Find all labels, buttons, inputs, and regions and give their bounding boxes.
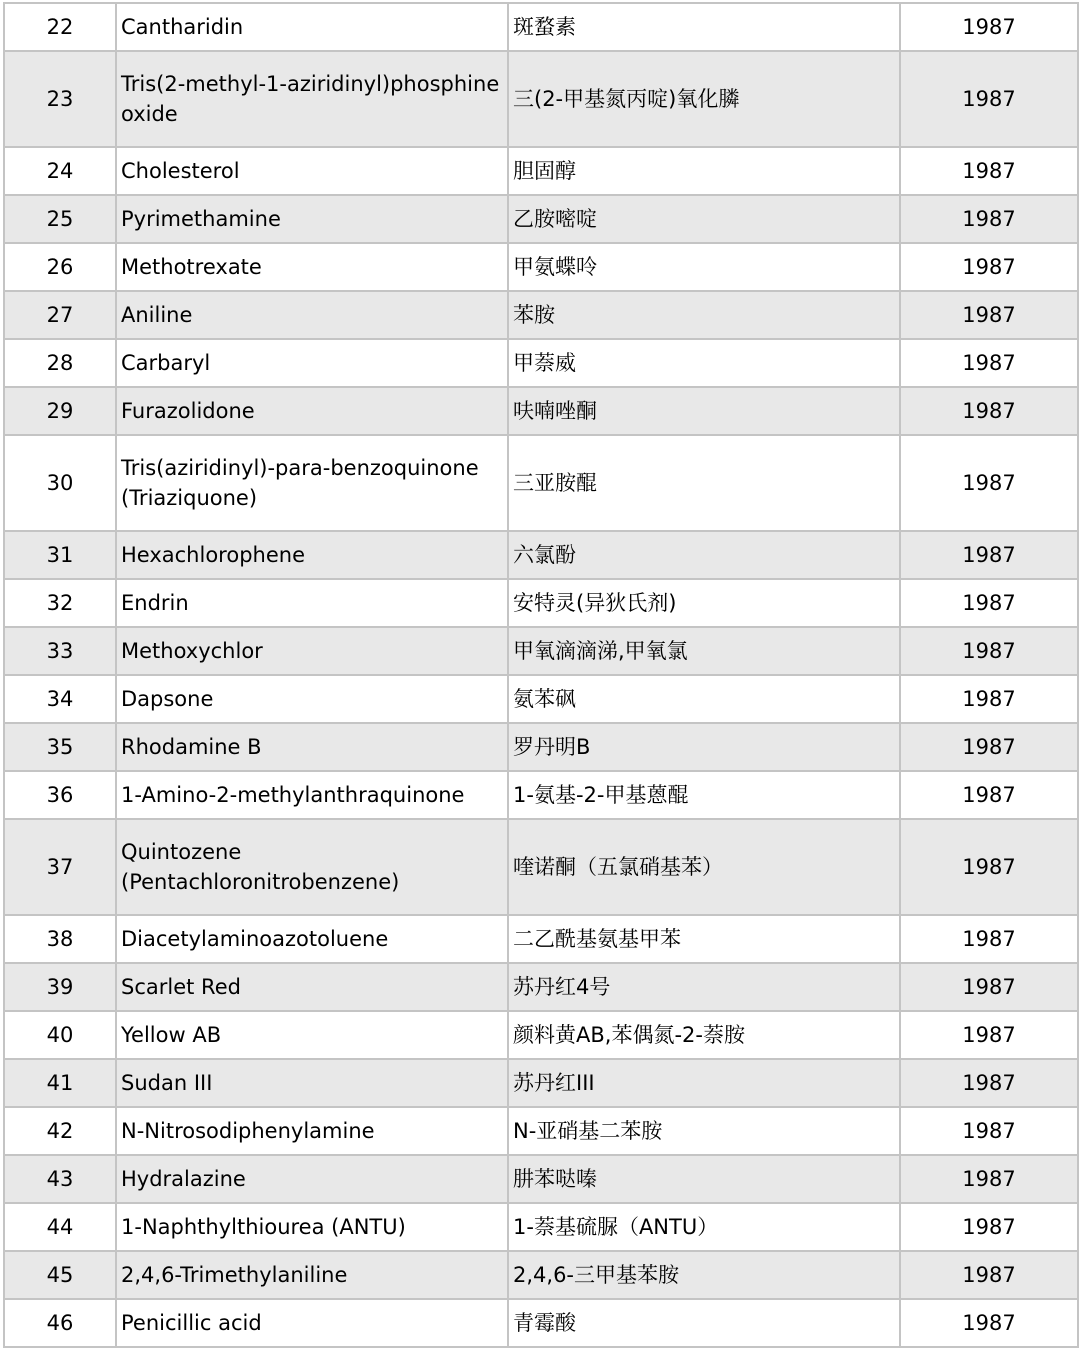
table-body	[4, 3, 1078, 1347]
table-row	[4, 1251, 1078, 1299]
year-cell	[900, 819, 1078, 915]
row-number: 37	[46, 855, 74, 879]
row-number: 39	[46, 975, 74, 999]
chinese-name: 三亚胺醌	[513, 471, 597, 495]
row-number: 44	[46, 1215, 74, 1239]
english-name: Dapsone	[121, 687, 214, 711]
chinese-name-cell	[508, 1011, 900, 1059]
row-number: 35	[46, 735, 74, 759]
table-row	[4, 51, 1078, 147]
row-number-cell	[4, 1011, 116, 1059]
chinese-name: 2,4,6-三甲基苯胺	[513, 1263, 680, 1287]
row-number: 27	[46, 303, 74, 327]
row-number: 31	[46, 543, 74, 567]
year: 1987	[962, 783, 1016, 807]
chinese-name: 1-氨基-2-甲基蒽醌	[513, 783, 689, 807]
chinese-name: 甲氧滴滴涕,甲氧氯	[513, 639, 688, 663]
year-cell	[900, 627, 1078, 675]
english-name: 1-Naphthylthiourea (ANTU)	[121, 1215, 406, 1239]
table-row	[4, 579, 1078, 627]
row-number: 45	[46, 1263, 74, 1287]
chinese-name-cell	[508, 339, 900, 387]
row-number-cell	[4, 51, 116, 147]
year-cell	[900, 963, 1078, 1011]
table-row	[4, 1059, 1078, 1107]
english-name: Endrin	[121, 591, 189, 615]
year-cell	[900, 387, 1078, 435]
row-number: 26	[46, 255, 74, 279]
chinese-name-cell	[508, 723, 900, 771]
row-number-cell	[4, 1059, 116, 1107]
year: 1987	[962, 471, 1016, 495]
english-name-cell	[116, 531, 508, 579]
year-cell	[900, 915, 1078, 963]
year-cell	[900, 147, 1078, 195]
chinese-name: 斑蝥素	[513, 15, 576, 39]
english-name: Aniline	[121, 303, 193, 327]
english-name: Diacetylaminoazotoluene	[121, 927, 389, 951]
row-number-cell	[4, 723, 116, 771]
row-number: 43	[46, 1167, 74, 1191]
english-name: N-Nitrosodiphenylamine	[121, 1119, 375, 1143]
year-cell	[900, 1107, 1078, 1155]
row-number-cell	[4, 771, 116, 819]
chinese-name: 苏丹红III	[513, 1071, 595, 1095]
table-row	[4, 771, 1078, 819]
english-name: Carbaryl	[121, 351, 211, 375]
english-name-cell	[116, 1203, 508, 1251]
chinese-name: 罗丹明B	[513, 735, 591, 759]
chinese-name: 颜料黄AB,苯偶氮-2-萘胺	[513, 1023, 745, 1047]
year-cell	[900, 675, 1078, 723]
chinese-name: 甲萘威	[513, 351, 576, 375]
chinese-name: 胆固醇	[513, 159, 576, 183]
english-name: Tris(aziridinyl)-para-benzoquinone (Triaziquone)	[121, 456, 479, 510]
table-row	[4, 1107, 1078, 1155]
english-name-cell	[116, 291, 508, 339]
english-name: Scarlet Red	[121, 975, 241, 999]
row-number-cell	[4, 819, 116, 915]
year: 1987	[962, 207, 1016, 231]
row-number: 22	[46, 15, 74, 39]
row-number: 30	[46, 471, 74, 495]
table-row	[4, 435, 1078, 531]
row-number-cell	[4, 147, 116, 195]
table-row	[4, 387, 1078, 435]
chinese-name: 氨苯砜	[513, 687, 576, 711]
chinese-name-cell	[508, 3, 900, 51]
english-name: Sudan III	[121, 1071, 213, 1095]
english-name-cell	[116, 1155, 508, 1203]
year: 1987	[962, 543, 1016, 567]
english-name-cell	[116, 339, 508, 387]
english-name: Pyrimethamine	[121, 207, 281, 231]
row-number: 36	[46, 783, 74, 807]
english-name-cell	[116, 147, 508, 195]
chinese-name-cell	[508, 1203, 900, 1251]
table-row	[4, 1203, 1078, 1251]
table-row	[4, 531, 1078, 579]
year: 1987	[962, 351, 1016, 375]
chinese-name: 乙胺嘧啶	[513, 207, 597, 231]
row-number: 34	[46, 687, 74, 711]
chinese-name-cell	[508, 1299, 900, 1347]
row-number: 28	[46, 351, 74, 375]
carcinogen-table	[3, 2, 1079, 1348]
english-name: 2,4,6-Trimethylaniline	[121, 1263, 348, 1287]
chinese-name-cell	[508, 627, 900, 675]
year: 1987	[962, 639, 1016, 663]
row-number-cell	[4, 435, 116, 531]
row-number-cell	[4, 291, 116, 339]
chinese-name-cell	[508, 1107, 900, 1155]
english-name: Methoxychlor	[121, 639, 263, 663]
chinese-name: 六氯酚	[513, 543, 576, 567]
row-number-cell	[4, 963, 116, 1011]
row-number-cell	[4, 243, 116, 291]
row-number-cell	[4, 579, 116, 627]
english-name-cell	[116, 1251, 508, 1299]
year-cell	[900, 531, 1078, 579]
english-name-cell	[116, 771, 508, 819]
chinese-name: 安特灵(异狄氏剂)	[513, 591, 677, 615]
year: 1987	[962, 1263, 1016, 1287]
english-name-cell	[116, 243, 508, 291]
english-name-cell	[116, 1059, 508, 1107]
english-name-cell	[116, 1299, 508, 1347]
english-name: Penicillic acid	[121, 1311, 262, 1335]
year-cell	[900, 243, 1078, 291]
year-cell	[900, 435, 1078, 531]
year: 1987	[962, 159, 1016, 183]
chinese-name: 三(2-甲基氮丙啶)氧化膦	[513, 87, 740, 111]
row-number: 33	[46, 639, 74, 663]
table-row	[4, 819, 1078, 915]
english-name-cell	[116, 723, 508, 771]
english-name-cell	[116, 435, 508, 531]
row-number-cell	[4, 1203, 116, 1251]
year: 1987	[962, 399, 1016, 423]
table-row	[4, 3, 1078, 51]
english-name-cell	[116, 627, 508, 675]
chinese-name-cell	[508, 387, 900, 435]
english-name-cell	[116, 579, 508, 627]
year-cell	[900, 1011, 1078, 1059]
chinese-name: 1-萘基硫脲（ANTU）	[513, 1215, 719, 1239]
english-name-cell	[116, 675, 508, 723]
row-number-cell	[4, 675, 116, 723]
english-name: 1-Amino-2-methylanthraquinone	[121, 783, 465, 807]
year: 1987	[962, 975, 1016, 999]
english-name: Furazolidone	[121, 399, 255, 423]
year-cell	[900, 771, 1078, 819]
english-name-cell	[116, 3, 508, 51]
row-number-cell	[4, 531, 116, 579]
year-cell	[900, 339, 1078, 387]
year: 1987	[962, 855, 1016, 879]
row-number: 41	[46, 1071, 74, 1095]
chinese-name: 呋喃唑酮	[513, 399, 597, 423]
year: 1987	[962, 87, 1016, 111]
english-name-cell	[116, 1011, 508, 1059]
english-name: Cantharidin	[121, 15, 244, 39]
row-number: 32	[46, 591, 74, 615]
chinese-name: 甲氨蝶呤	[513, 255, 597, 279]
chinese-name: 苯胺	[513, 303, 555, 327]
table-row	[4, 675, 1078, 723]
year: 1987	[962, 1119, 1016, 1143]
chinese-name: 青霉酸	[513, 1311, 576, 1335]
chinese-name-cell	[508, 531, 900, 579]
chinese-name-cell	[508, 915, 900, 963]
chinese-name: 苏丹红4号	[513, 975, 611, 999]
year: 1987	[962, 591, 1016, 615]
year: 1987	[962, 255, 1016, 279]
english-name: Methotrexate	[121, 255, 262, 279]
year-cell	[900, 3, 1078, 51]
chinese-name: 二乙酰基氨基甲苯	[513, 927, 681, 951]
chinese-name-cell	[508, 579, 900, 627]
row-number: 25	[46, 207, 74, 231]
row-number-cell	[4, 387, 116, 435]
chinese-name-cell	[508, 1059, 900, 1107]
english-name-cell	[116, 51, 508, 147]
year: 1987	[962, 1215, 1016, 1239]
table-row	[4, 195, 1078, 243]
row-number: 29	[46, 399, 74, 423]
year: 1987	[962, 927, 1016, 951]
year-cell	[900, 579, 1078, 627]
chinese-name: 喹诺酮（五氯硝基苯）	[513, 855, 723, 879]
table-row	[4, 723, 1078, 771]
table-row	[4, 147, 1078, 195]
english-name-cell	[116, 387, 508, 435]
row-number: 23	[46, 87, 74, 111]
chinese-name-cell	[508, 1155, 900, 1203]
table-row	[4, 243, 1078, 291]
chinese-name-cell	[508, 1251, 900, 1299]
year-cell	[900, 195, 1078, 243]
row-number-cell	[4, 195, 116, 243]
row-number: 38	[46, 927, 74, 951]
year: 1987	[962, 687, 1016, 711]
year: 1987	[962, 15, 1016, 39]
english-name-cell	[116, 915, 508, 963]
row-number: 40	[46, 1023, 74, 1047]
table-row	[4, 627, 1078, 675]
english-name-cell	[116, 195, 508, 243]
table-row	[4, 1299, 1078, 1347]
year: 1987	[962, 1167, 1016, 1191]
english-name: Rhodamine B	[121, 735, 262, 759]
row-number: 46	[46, 1311, 74, 1335]
row-number-cell	[4, 915, 116, 963]
english-name-cell	[116, 963, 508, 1011]
table-row	[4, 291, 1078, 339]
chinese-name: 肼苯哒嗪	[513, 1167, 597, 1191]
chinese-name-cell	[508, 435, 900, 531]
english-name-cell	[116, 1107, 508, 1155]
english-name: Hydralazine	[121, 1167, 246, 1191]
table-row	[4, 1155, 1078, 1203]
chinese-name-cell	[508, 963, 900, 1011]
year: 1987	[962, 1071, 1016, 1095]
english-name: Quintozene (Pentachloronitrobenzene)	[121, 840, 400, 894]
english-name: Hexachlorophene	[121, 543, 305, 567]
table-row	[4, 1011, 1078, 1059]
row-number-cell	[4, 1155, 116, 1203]
chinese-name-cell	[508, 243, 900, 291]
year: 1987	[962, 735, 1016, 759]
row-number-cell	[4, 339, 116, 387]
row-number-cell	[4, 1107, 116, 1155]
year: 1987	[962, 1023, 1016, 1047]
year-cell	[900, 291, 1078, 339]
year: 1987	[962, 303, 1016, 327]
row-number-cell	[4, 1299, 116, 1347]
chinese-name-cell	[508, 675, 900, 723]
year-cell	[900, 1155, 1078, 1203]
chinese-name-cell	[508, 51, 900, 147]
chinese-name-cell	[508, 195, 900, 243]
row-number-cell	[4, 3, 116, 51]
row-number: 24	[46, 159, 74, 183]
chinese-name: N-亚硝基二苯胺	[513, 1119, 663, 1143]
row-number: 42	[46, 1119, 74, 1143]
year-cell	[900, 723, 1078, 771]
year-cell	[900, 1059, 1078, 1107]
english-name: Yellow AB	[121, 1023, 222, 1047]
table-row	[4, 915, 1078, 963]
table-row	[4, 339, 1078, 387]
year-cell	[900, 1299, 1078, 1347]
year-cell	[900, 1203, 1078, 1251]
english-name: Tris(2-methyl-1-aziridinyl)phosphine oxide	[121, 72, 500, 126]
row-number-cell	[4, 627, 116, 675]
year: 1987	[962, 1311, 1016, 1335]
year-cell	[900, 1251, 1078, 1299]
chinese-name-cell	[508, 291, 900, 339]
chinese-name-cell	[508, 771, 900, 819]
table-row	[4, 963, 1078, 1011]
chinese-name-cell	[508, 819, 900, 915]
chinese-name-cell	[508, 147, 900, 195]
english-name-cell	[116, 819, 508, 915]
year-cell	[900, 51, 1078, 147]
row-number-cell	[4, 1251, 116, 1299]
english-name: Cholesterol	[121, 159, 240, 183]
